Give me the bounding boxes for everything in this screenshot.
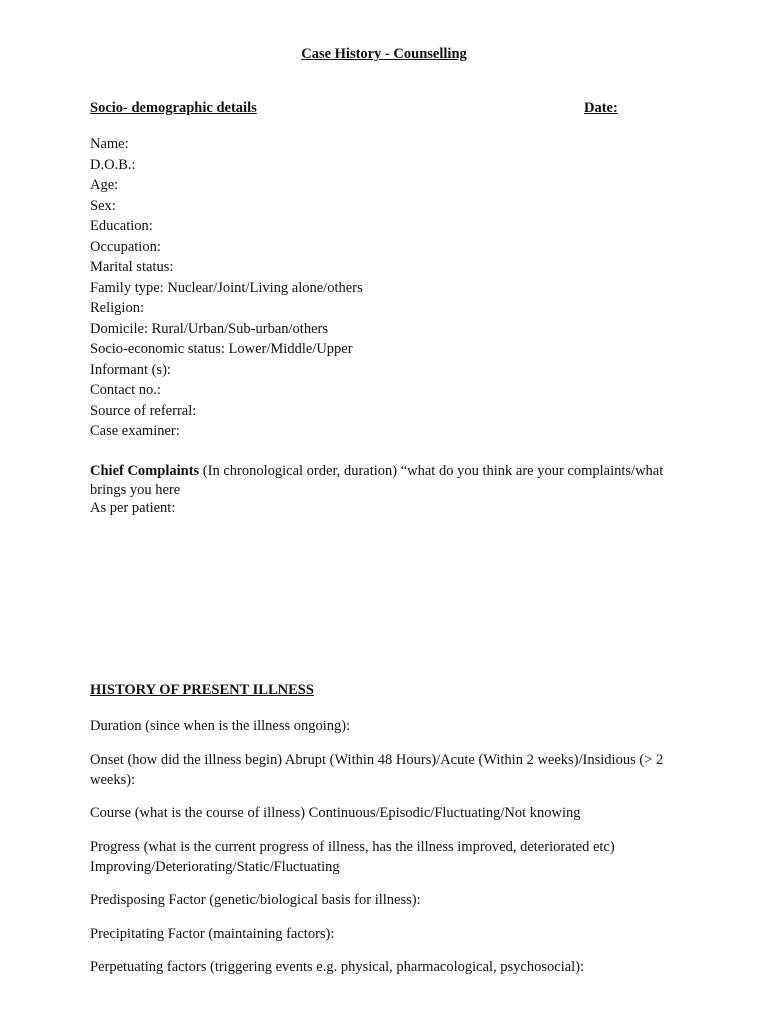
chief-complaints-section — [90, 462, 690, 518]
history-present-illness-list — [90, 716, 690, 991]
field-family-type: Family type: Nuclear/Joint/Living alone/others — [90, 279, 363, 296]
field-socio-economic-status: Socio-economic status: Lower/Middle/Upper — [90, 341, 353, 357]
hpi-duration: Duration (since when is the illness ongoing): — [90, 718, 351, 734]
hpi-predisposing-factor: Predisposing Factor (genetic/biological basis for illness): — [90, 892, 421, 908]
field-name: Name: — [90, 136, 129, 152]
field-sex: Sex: — [90, 197, 116, 214]
as-per-patient-label: As per patient: — [90, 500, 176, 516]
field-marital-status: Marital status: — [90, 259, 174, 275]
field-occupation: Occupation: — [90, 238, 161, 255]
field-contact-no: Contact no.: — [90, 382, 161, 398]
socio-demographic-heading: Socio- demographic details — [90, 100, 257, 116]
socio-demographic-fields — [90, 134, 363, 442]
hpi-precipitating-factor: Precipitating Factor (maintaining factors): — [90, 925, 335, 942]
field-religion: Religion: — [90, 300, 144, 316]
field-age: Age: — [90, 177, 119, 193]
hpi-course: Course (what is the course of illness) Continuous/Episodic/Fluctuating/Not knowing — [90, 805, 581, 821]
field-informant: Informant (s): — [90, 361, 171, 378]
chief-complaints-description: (In chronological order, duration) “what do you think are your complaints/what brings you here — [90, 463, 664, 498]
field-education: Education: — [90, 218, 153, 234]
hpi-progress: Progress (what is the current progress of illness, has the illness improved, deteriorated etc) Improving/Deteriorating/Static/Fluctuating — [90, 838, 615, 875]
date-label: Date: — [584, 100, 618, 116]
chief-complaints-title: Chief Complaints — [90, 463, 200, 479]
document-title: Case History - Counselling — [301, 46, 467, 62]
history-present-illness-heading: HISTORY OF PRESENT ILLNESS — [90, 682, 314, 698]
field-source-of-referral: Source of referral: — [90, 402, 197, 419]
field-dob: D.O.B.: — [90, 156, 136, 173]
hpi-onset: Onset (how did the illness begin) Abrupt (Within 48 Hours)/Acute (Within 2 weeks)/Insidious (> 2 weeks): — [90, 751, 664, 788]
field-case-examiner: Case examiner: — [90, 423, 180, 439]
field-domicile: Domicile: Rural/Urban/Sub-urban/others — [90, 320, 328, 337]
hpi-perpetuating-factors: Perpetuating factors (triggering events e.g. physical, pharmacological, psychosocial): — [90, 959, 585, 975]
